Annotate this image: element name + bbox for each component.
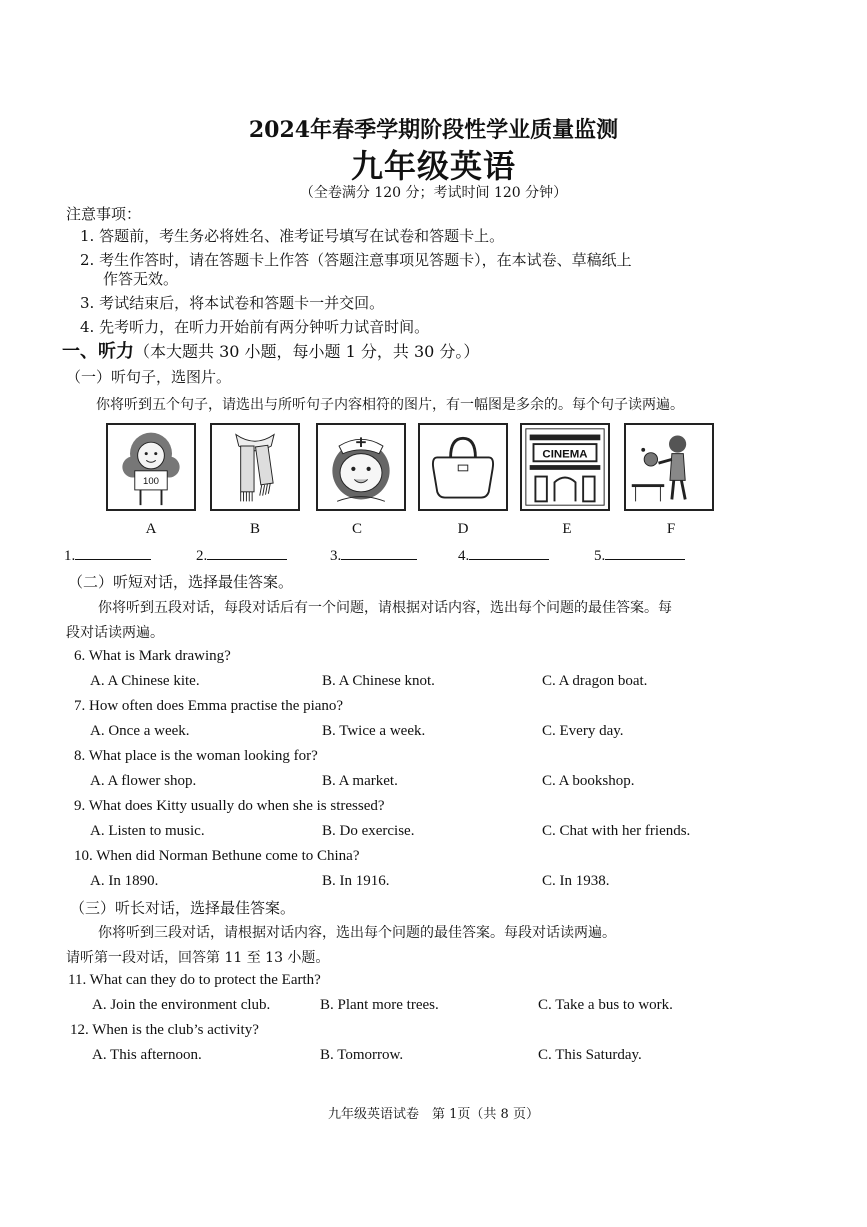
- option-b[interactable]: B. Do exercise.: [322, 823, 415, 839]
- ping-pong-player-icon: [624, 423, 714, 511]
- option-c[interactable]: C. Every day.: [542, 723, 624, 739]
- page-footer: 九年级英语试卷 第 1页（共 8 页）: [328, 1107, 539, 1122]
- subject-title: 九年级英语: [350, 147, 516, 185]
- note-item: 作答无效。: [103, 270, 179, 288]
- question: 12. When is the club’s activity?: [70, 1022, 259, 1038]
- sign-text: 100: [143, 476, 159, 488]
- part2-instruction: 你将听到五段对话，每段对话后有一个问题，请根据对话内容，选出每个问题的最佳答案。每: [98, 600, 672, 616]
- picture-label: A: [145, 521, 157, 537]
- option-a[interactable]: A. A Chinese kite.: [90, 673, 200, 689]
- answer-blank[interactable]: [64, 547, 151, 565]
- question: 11. What can they do to protect the Earth?: [68, 972, 321, 988]
- option-a[interactable]: A. Once a week.: [90, 723, 190, 739]
- answer-blank[interactable]: [196, 547, 287, 565]
- picture-label: F: [666, 521, 676, 537]
- question: 7. How often does Emma practise the piano?: [74, 698, 344, 714]
- picture-label: E: [562, 521, 572, 537]
- option-b[interactable]: B. In 1916.: [322, 873, 390, 889]
- option-c[interactable]: C. This Saturday.: [538, 1047, 642, 1063]
- picture-label: D: [457, 521, 469, 537]
- option-c[interactable]: C. Chat with her friends.: [542, 823, 691, 839]
- answer-blank[interactable]: [594, 547, 685, 565]
- note-item: 2. 考生作答时，请在答题卡上作答（答题注意事项见答题卡），在本试卷、草稿纸上: [80, 251, 632, 269]
- option-b[interactable]: B. Tomorrow.: [320, 1047, 404, 1063]
- option-b[interactable]: B. Plant more trees.: [320, 997, 439, 1013]
- cinema-building-icon: [520, 423, 610, 511]
- exam-info: （全卷满分 120 分；考试时间 120 分钟）: [299, 185, 568, 201]
- picture-label: B: [249, 521, 260, 537]
- part2-instruction: 段对话读两遍。: [66, 625, 164, 641]
- blank-number: 5.: [594, 548, 606, 564]
- option-b[interactable]: B. A market.: [322, 773, 398, 789]
- answer-line[interactable]: [75, 547, 151, 560]
- part3-group-note: 请听第一段对话，回答第 11 至 13 小题。: [66, 950, 330, 966]
- blank-number: 2.: [196, 548, 208, 564]
- answer-blank[interactable]: [330, 547, 417, 565]
- picture-label: C: [351, 521, 362, 537]
- section-title: 一、听力: [62, 341, 134, 362]
- option-b[interactable]: B. A Chinese knot.: [322, 673, 435, 689]
- note-item: 3. 考试结束后，将本试卷和答题卡一并交回。: [80, 294, 385, 312]
- option-c[interactable]: C. A dragon boat.: [542, 673, 648, 689]
- part2-heading: （二）听短对话，选择最佳答案。: [68, 573, 294, 591]
- answer-line[interactable]: [469, 547, 549, 560]
- blank-number: 1.: [64, 548, 76, 564]
- option-c[interactable]: C. Take a bus to work.: [538, 997, 673, 1013]
- answer-line[interactable]: [207, 547, 287, 560]
- question: 6. What is Mark drawing?: [74, 648, 231, 664]
- option-a[interactable]: A. This afternoon.: [92, 1047, 202, 1063]
- option-a[interactable]: A. Join the environment club.: [92, 997, 271, 1013]
- part3-instruction: 你将听到三段对话，请根据对话内容，选出每个问题的最佳答案。每段对话读两遍。: [98, 925, 616, 941]
- question: 8. What place is the woman looking for?: [74, 748, 318, 764]
- part3-heading: （三）听长对话，选择最佳答案。: [70, 899, 296, 917]
- blank-number: 4.: [458, 548, 470, 564]
- question: 10. When did Norman Bethune come to China?: [74, 848, 360, 864]
- answer-line[interactable]: [341, 547, 417, 560]
- answer-line[interactable]: [605, 547, 685, 560]
- note-item: 1. 答题前，考生务必将姓名、准考证号填写在试卷和答题卡上。: [80, 227, 505, 245]
- section-desc: （本大题共 30 小题，每小题 1 分，共 30 分。）: [134, 342, 480, 361]
- question: 9. What does Kitty usually do when she is stressed?: [74, 798, 385, 814]
- option-b[interactable]: B. Twice a week.: [322, 723, 426, 739]
- section-heading: [62, 337, 479, 363]
- handbag-icon: [418, 423, 508, 511]
- blank-number: 3.: [330, 548, 342, 564]
- option-c[interactable]: C. A bookshop.: [542, 773, 635, 789]
- answer-blank[interactable]: [458, 547, 549, 565]
- option-a[interactable]: A. In 1890.: [90, 873, 159, 889]
- option-a[interactable]: A. Listen to music.: [90, 823, 205, 839]
- part1-instruction: 你将听到五个句子，请选出与所听句子内容相符的图片，有一幅图是多余的。每个句子读两遍。: [96, 397, 684, 413]
- cinema-sign-text: CINEMA: [542, 448, 588, 461]
- scarf-icon: [210, 423, 300, 511]
- exam-title: 2024年春季学期阶段性学业质量监测: [248, 117, 619, 143]
- option-c[interactable]: C. In 1938.: [542, 873, 610, 889]
- notes-heading: 注意事项：: [66, 205, 142, 223]
- girl-holding-100-sign-icon: [106, 423, 196, 511]
- option-a[interactable]: A. A flower shop.: [90, 773, 197, 789]
- note-item: 4. 先考听力，在听力开始前有两分钟听力试音时间。: [80, 318, 430, 336]
- part1-heading: （一）听句子，选图片。: [66, 368, 232, 386]
- nurse-icon: [316, 423, 406, 511]
